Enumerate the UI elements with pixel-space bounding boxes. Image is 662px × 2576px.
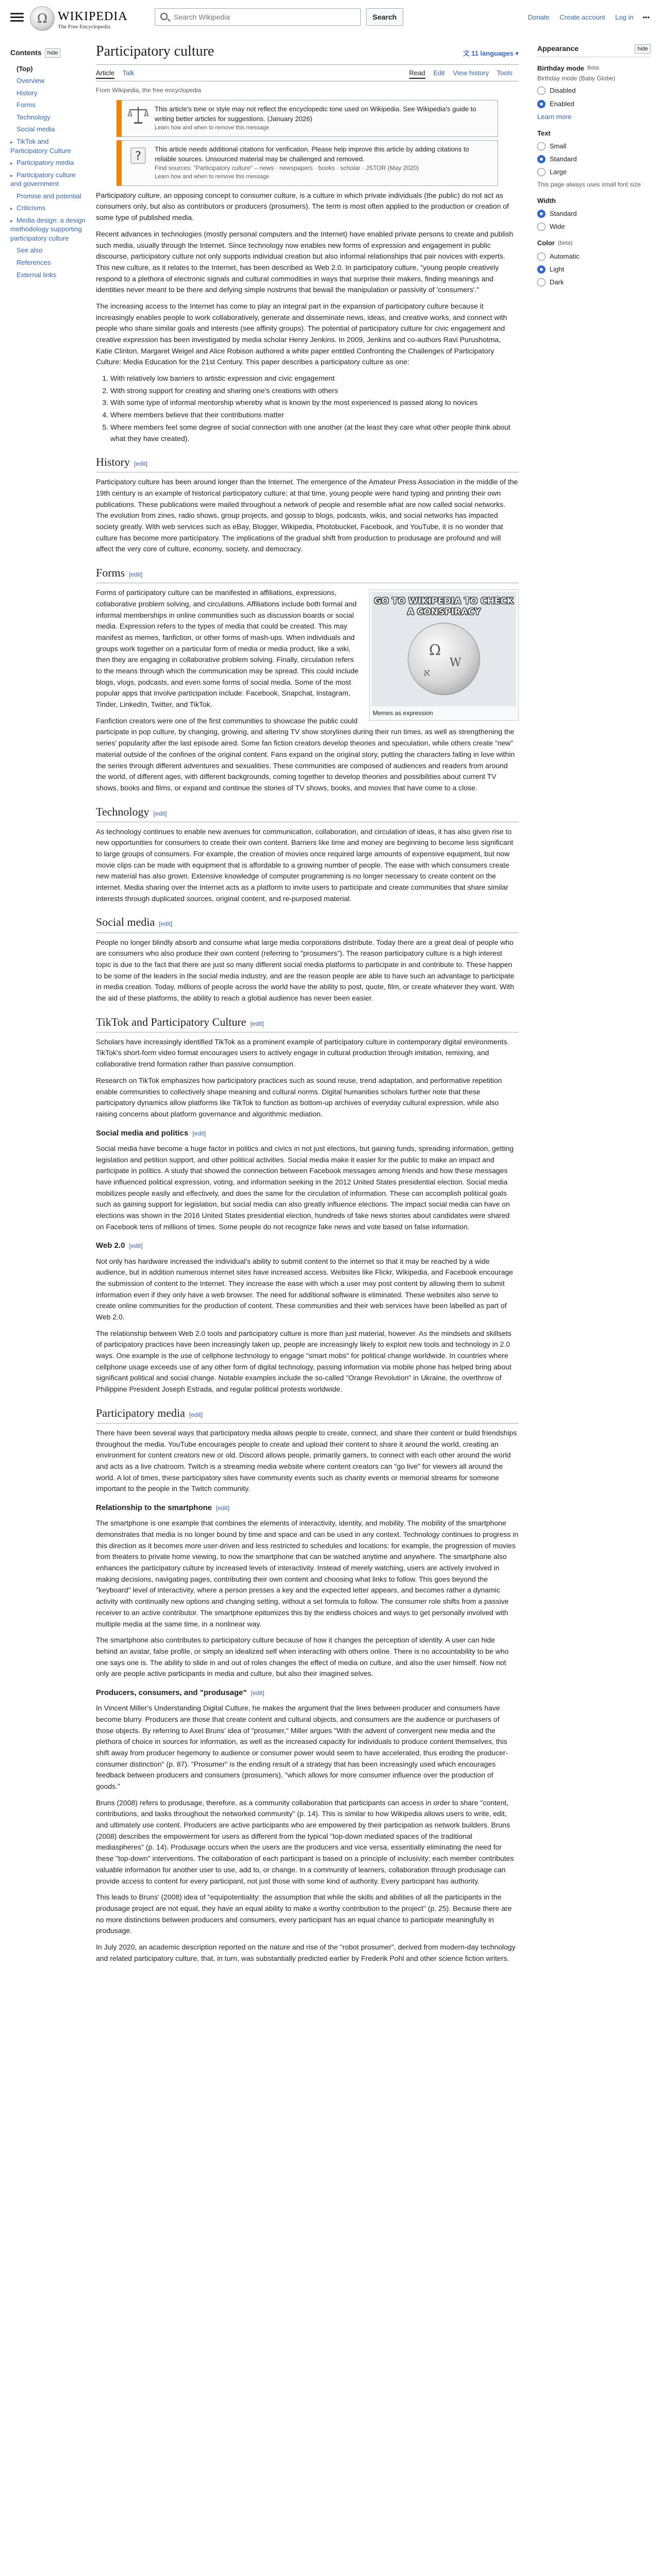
toc-item[interactable] (10, 257, 88, 269)
puzzle-globe-image: Ω W א (408, 623, 480, 695)
toc-toggle-icon[interactable]: ▸ (10, 218, 13, 224)
web20-p1: Not only has hardware increased the individual's ability to submit content to the internet so that it may be reached by a wide audience, but in addition numerous internet sites have increased access. Websites like Flickr, Wikipedia, and Facebook encourage the submission of content to the Internet. They increase the ease with which a user may post content by allowing them to submit information even if they only have a web browser. The need for additional software is eliminated. These websites also serve to create online communities for the production of content. These communities and their web services have been labelled as part of Web 2.0. (96, 1257, 514, 1321)
list-item: 3. With some type of informal mentorship whereby what is known by the most experienced is passed along to novices (110, 397, 519, 409)
toc-item-label: References (16, 258, 51, 266)
heading-technology-text: Technology (96, 805, 150, 818)
participatory-media-p1: There have been several ways that participatory media allows people to create, connect, and share their content or build friendships throughout the media. YouTube encourages people to create and upload their content to share it around the world, creating an environment for content creators new or old. Discord allows people, primarily gamers, to connect with each other around the world and acts as a live chatroom. Twitch is a streaming media website where content creators can "go live" for viewers all around the world. A lot of times, these participatory sites have community events such as charity events or memorial streams for someone important to the people in the Twitch community. (96, 1428, 517, 1493)
tiktok-p1: Scholars have increasingly identified TikTok as a prominent example of participatory culture in contemporary digital environments. TikTok's short-form video format encourages users to actively engage in cultural production through imitation, remixing, and collaborative trend formation rather than passive consumption. (96, 1037, 509, 1069)
main-content (96, 40, 519, 1969)
color-label: Color (537, 239, 555, 247)
radio-button[interactable] (537, 265, 545, 274)
tab-view-history[interactable]: View history (453, 69, 489, 77)
heading-producers-text: Producers, consumers, and "produsage" (96, 1688, 247, 1697)
toc-item-label: Overview (16, 77, 45, 85)
radio-button[interactable] (537, 168, 545, 176)
width-option[interactable] (537, 209, 651, 219)
tab-read[interactable]: Read (409, 69, 425, 79)
birthday-option[interactable] (537, 86, 651, 96)
toc-item[interactable] (10, 269, 88, 281)
radio-button[interactable] (537, 142, 545, 150)
toc-item-label: Social media (16, 125, 55, 133)
list-item: 1. With relatively low barriers to artistic expression and civic engagement (110, 373, 519, 384)
birthday-option-label: Enabled (550, 99, 574, 108)
notice-citations (117, 140, 498, 186)
heading-social-media-text: Social media (96, 916, 155, 929)
radio-button[interactable] (537, 252, 545, 261)
text-option-label: Small (550, 142, 567, 150)
notice-citations-learn[interactable]: Learn how and when to remove this message (155, 173, 269, 180)
text-option[interactable] (537, 154, 651, 164)
notice-citations-find[interactable]: Find sources: "Participatory culture" – news · newspapers · books · scholar · JSTOR (May 2020) (155, 164, 419, 172)
tagline: The Free Encyclopedia (58, 24, 111, 30)
tagline-from: From Wikipedia, the free encyclopedia (96, 86, 202, 94)
heading-forms: Forms [edit] (96, 564, 519, 583)
text-label: Text (537, 129, 551, 137)
question-book-icon (127, 145, 150, 165)
wikipedia-globe-logo[interactable]: Ω (30, 6, 55, 31)
page-title: Participatory culture (96, 43, 214, 59)
notice-tone-text: This article's tone or style may not reflect the encyclopedic tone used on Wikipedia. See Wikipedia's guide to writing better articles for suggestions. (January 2026) (155, 105, 476, 123)
web20-p2: The relationship between Web 2.0 tools and participatory culture is more than just material, however. As the mindsets and skillsets of participatory practices have been increasingly taken up, people are increasingly likely to exploit new tools and technology in 2.0 ways. One example is the use of cellphone technology to engage "smart mobs" for political change worldwide. In countries where cellphone usage exceeds use of any other form of digital technology, passing information via mobile phone has helped bring about significant political and social change. Notable examples include the so-called "Orange Revolution" in Ukraine, the overthrow of Philippine President Joseph Estrada, and regular political protests worldwide. (96, 1329, 512, 1394)
radio-button[interactable] (537, 278, 545, 286)
languages-button[interactable]: 文 11 languages ▾ (462, 49, 519, 57)
toc-item[interactable] (10, 135, 88, 157)
toc-item[interactable] (10, 87, 88, 99)
toc-toggle-icon[interactable]: ▸ (10, 161, 13, 167)
page-tabs (96, 68, 519, 81)
edit-section-link[interactable]: edit (136, 460, 146, 468)
producers-p3: This leads to Bruns' (2008) idea of "equipotentiality: the assumption that while the skills and abilities of all the participants in the produsage project are not equal, they have an equal ability to make a worthy contribution to the project" (p. 25). Because there are no more distinctions between producers and consumers, every participant has an equal chance to participate meaningfully in produsage. (96, 1893, 512, 1935)
toc-item[interactable] (10, 157, 88, 169)
birthday-note: Birthday mode (Baby Globe) (537, 74, 616, 82)
appearance-hide-button[interactable]: hide (635, 44, 651, 54)
table-of-contents (10, 47, 88, 281)
color-option[interactable] (537, 251, 651, 262)
width-option[interactable] (537, 222, 651, 232)
width-option-label: Standard (550, 210, 577, 218)
radio-button[interactable] (537, 223, 545, 231)
more-options-icon[interactable]: ••• (642, 13, 650, 21)
toc-item[interactable] (10, 244, 88, 257)
radio-button[interactable] (537, 100, 545, 108)
toc-item-label: Participatory media (16, 159, 74, 167)
heading-tiktok-text: TikTok and Participatory Culture (96, 1015, 246, 1028)
toc-item[interactable] (10, 169, 88, 190)
edit-section-link[interactable]: edit (130, 1242, 141, 1250)
color-option-label: Automatic (550, 252, 580, 260)
edit-section-link[interactable]: edit (155, 809, 166, 817)
toc-item[interactable] (10, 99, 88, 111)
notice-tone-learn[interactable]: Learn how and when to remove this message (155, 124, 269, 131)
edit-section-link[interactable]: edit (194, 1129, 204, 1137)
svg-text:?: ? (135, 149, 141, 163)
main-menu-icon[interactable] (10, 11, 24, 23)
birthday-learn-more-link[interactable]: Learn more (537, 112, 572, 121)
heading-web20-text: Web 2.0 (96, 1241, 125, 1250)
toc-item-label: See also (16, 246, 43, 255)
smartphone-p1: The smartphone is one example that combines the elements of interactivity, identity, and mobility. The mobility of the smartphone demonstrates that media is no longer bound by time and space and can be used in any context. Technology continues to progress in this direction as it becomes more user-driven and less restricted to schedules and locations: for example, the progression of movies from theaters to private home viewing, to now the smartphone that can be watched anytime and anywhere. The smartphone also enhances the participatory culture by increased levels of interactivity. Instead of merely watching, users are actively involved in making decisions, navigating pages, contributing their own content and choosing what links to follow. This goes beyond the "keyboard" level of interactivity, where a person presses a key and the expected letter appears, and becomes rather a dynamic activity with continually new options and changing setting, without a set formula to follow. The consumer role shifts from a passive receiver to an active contributor. The smartphone epitomizes this by the endless choices and ways to get personally involved with multiple media at the same time, in a nonlinear way. (96, 1519, 519, 1628)
overview-list (96, 373, 519, 444)
toc-hide-button[interactable]: hide (45, 48, 61, 58)
toc-item[interactable] (10, 123, 88, 135)
toc-item[interactable] (10, 202, 88, 214)
heading-tiktok: TikTok and Participatory Culture [edit] (96, 1013, 519, 1032)
languages-label[interactable]: 11 languages (471, 49, 514, 57)
color-option[interactable] (537, 277, 651, 287)
toc-title: Contents (10, 48, 42, 57)
search-input[interactable] (173, 11, 353, 23)
search-box[interactable] (155, 8, 361, 26)
text-option[interactable] (537, 141, 651, 151)
toc-item-label: Technology (16, 113, 51, 121)
toc-item-label: External links (16, 270, 57, 279)
producers-p4: In July 2020, an academic description reported on the nature and rise of the "robot prosumer", derived from modern-day technology and related participatory culture, that, in turn, was substantially predicted earlier by Frederik Pohl and other science fiction writers. (96, 1942, 516, 1962)
notice-citations-text: This article needs additional citations for verification. Please help improve this article by adding citations to reliable sources. Unsourced material may be challenged and removed. (155, 145, 469, 163)
create-account-link[interactable]: Create account (559, 13, 605, 21)
technology-p1: As technology continues to enable new avenues for communication, collaboration, and circulation of ideas, it has also given rise to new opportunities for consumers to create their own content. Barriers like time and money are beginning to become less significant to large groups of consumers. For example, the creation of movies once required large amounts of expensive equipment, but now movie clips can be made with equipment that is affordable to a growing number of people. The ease with which consumers create new material has also grown. Extensive knowledge of computer programming is no longer necessary to create content on the internet. Media sharing over the Internet acts as a platform to invite users to participate and create communities that share similar interests through duplicated sources, original content, and re-purposed material. (96, 827, 514, 903)
forms-p1: Forms of participatory culture can be manifested in affiliations, expressions, collaborative problem solving, and circulations. Affiliations include both formal and informal memberships in online communities such as discussion boards or social media. Expression refers to the types of media that could be created. This may manifest as memes, fanfiction, or other forms of mash-ups. When individuals and groups work together on a particular form of media or media product, like a wiki, then they are engaging in collaborative problem solving. Finally, circulation refers to the means through which the communication may be spread. This could include blogs, vlogs, podcasts, and even some forms of social media. Some of the most popular apps that involve participation include: Facebook, Snapchat, Instagram, Tinder, LinkedIn, Twitter, and TikTok. (96, 588, 359, 709)
scales-icon (127, 105, 150, 125)
search-button[interactable]: Search (366, 8, 403, 26)
politics-p1: Social media have become a huge factor in politics and civics in not just elections, but gaining funds, spreading information, getting legislation and petition support, and other political activities. Social media make it easier for the public to make an impact and participate in politics. A study that showed the connection between Facebook messages among friends and how these messages have influenced political expression, voting, and information seeking in the 2012 United States presidential election. Social media mobilizes people easily and effectively, and does the same for the circulation of information. These can accomplish political goals such as gaining support for legislation, but social media can also greatly influence elections. The impact social media can have on elections was shown in the 2016 United States presidential election, hundreds of fake news stories about candidates were shared on Facebook tens of millions of times. Some people do not recognize fake news and vote based on false information. (96, 1144, 514, 1231)
list-item: 2. With strong support for creating and sharing one's creations with others (110, 385, 519, 397)
width-label: Width (537, 197, 556, 205)
radio-button[interactable] (537, 210, 545, 218)
toc-item-label: Participatory culture and government (10, 171, 76, 188)
color-options (537, 251, 651, 287)
beta-badge: Beta (587, 65, 599, 72)
heading-technology: Technology [edit] (96, 803, 519, 822)
text-size-group (537, 128, 651, 190)
tab-article[interactable]: Article (96, 69, 114, 79)
heading-smartphone-text: Relationship to the smartphone (96, 1503, 212, 1513)
heading-forms-text: Forms (96, 566, 125, 580)
birthday-mode-group (537, 63, 651, 122)
toc-item-label: TikTok and Participatory Culture (10, 137, 71, 155)
heading-politics: Social media and politics [edit] (96, 1128, 206, 1138)
forms-p2: Fanfiction creators were one of the first communities to showcase the public could participate in pop culture, by changing, growing, and altering TV show storylines during their run times, as well as strengthening the series' popularity after the last episode aired. Some fan fiction creators develop theories and speculation, while others create "new" material outside of the confines of the original content. Fans expand on the original story, putting the characters falling in love within the series through different adventures and sexualities. These communities are composed of audiences and readers from around the world, of different ages, with different backgrounds, coming together to develop theories and possibilities about current TV shows, books and films, or expand and continue the stories of TV shows, books, and movies that have come to a close. (96, 716, 515, 792)
color-group (537, 238, 651, 287)
appearance-title: Appearance (537, 44, 579, 53)
meme-top-text: GO TO WIKIPEDIA TO CHECK A CONSPIRACY (374, 596, 514, 617)
list-item: 4. Where members believe that their contributions matter (110, 410, 519, 421)
toc-item[interactable] (10, 63, 88, 75)
figure-caption: Memes as expression (373, 709, 433, 717)
text-option-label: Large (550, 168, 567, 176)
toc-toggle-icon[interactable]: ▸ (10, 139, 13, 145)
lead-paragraph: Participatory culture, an opposing concept to consumer culture, is a culture in which private individuals (the public) do not act as consumers only, but also as contributors or producers (prosumers). The term is most often applied to the production or creation of some type of published media. (96, 191, 509, 222)
smartphone-p2: The smartphone also contributes to participatory culture because of how it changes the perception of identity. A user can hide behind an avatar, false profile, or simply an idealized self when interacting with others online. There is no accountability to be who one says one is. The ability to slide in and out of roles changes the effect of media on culture, and also the user himself. Now not only are people active participants in media and culture, but also their imagined selves. (96, 1636, 509, 1678)
toc-list (10, 63, 88, 281)
text-options (537, 141, 651, 177)
tab-tools[interactable]: Tools (496, 69, 512, 77)
heading-participatory-media-text: Participatory media (96, 1406, 185, 1419)
color-option-label: Light (550, 265, 565, 273)
radio-button[interactable] (537, 155, 545, 163)
site-header (0, 0, 662, 37)
overview-p1: Recent advances in technologies (mostly personal computers and the Internet) have enabled private persons to create and publish such media, usually through the Internet. Since technology now enables new forms of expression and engagement in public discourse, participatory culture not only supports individual creation but also informal relationships that pair novices with experts. This new culture, as it relates to the Internet, has been described as Web 2.0. In participatory culture, "young people creatively respond to a plethora of electronic signals and cultural commodities in ways that surprise their makers, finding meanings and identities never meant to be there and defying simple nostrums that bewail the manipulation or passivity of 'consumers'." (96, 229, 514, 294)
text-option-label: Standard (550, 155, 577, 163)
toc-item[interactable] (10, 111, 88, 124)
meme-image[interactable] (372, 592, 516, 706)
tab-edit[interactable]: Edit (433, 69, 445, 77)
width-options (537, 209, 651, 232)
birthday-option[interactable] (537, 99, 651, 109)
heading-history-text: History (96, 455, 130, 469)
toc-toggle-icon[interactable]: ▸ (10, 173, 13, 179)
toc-item[interactable] (10, 190, 88, 202)
toc-item-label: Promise and potential (16, 192, 81, 200)
toc-item-label: Media design: a design methodology supporting participatory culture (10, 216, 86, 242)
heading-smartphone: Relationship to the smartphone [edit] (96, 1503, 230, 1513)
color-option[interactable] (537, 264, 651, 275)
toc-item-label: Criticisms (16, 204, 46, 212)
heading-history: History [edit] (96, 453, 519, 472)
search-icon (160, 13, 168, 20)
toc-item-label: Forms (16, 101, 36, 109)
meme-figure (369, 589, 519, 721)
list-item: 5. Where members feel some degree of social connection with one another (at the least they care what other people think about what they have created). (110, 422, 519, 444)
width-group (537, 196, 651, 232)
producers-p2: Bruns (2008) refers to produsage, therefore, as a community collaboration that participants can access in order to share "content, contributions, and tasks throughout the networked community" (p. 14). This is similar to how Wikipedia allows users to write, edit, and ultimately use content. Producers are active participants who are empowered by their participation as network builders. Bruns (2008) describes the empowerment for users as different from the typical "top-down mediated spaces of the traditional mediaspheres" (p. 14). Produsage occurs when the users are the producers and vice versa, essentially eliminating the need for these "top-down" interventions. The collaboration of each participant is based on a principle of inclusivity; each member contributes valuable information for another user to use, add to, or change. In a community of learners, collaboration through produsage can provide access to content for every participant, not just those with some kind of authority. Every participant has authority. (96, 1798, 514, 1885)
width-option-label: Wide (550, 223, 565, 231)
birthday-label: Birthday mode (537, 64, 585, 72)
toc-item[interactable] (10, 75, 88, 87)
tiktok-p2: Research on TikTok emphasizes how participatory practices such as sound reuse, trend adaptation, and performative repetition enable communities to collectively shape meaning and cultural norms. Digital humanities scholars further note that these participatory dynamics allow platforms like TikTok to function as bottom-up archives of everyday cultural expression, while also raising concerns about platform governance and algorithmic mediation. (96, 1076, 502, 1118)
radio-button[interactable] (537, 87, 545, 95)
text-option[interactable] (537, 167, 651, 177)
toc-item[interactable] (10, 214, 88, 245)
toc-item-label: History (16, 89, 38, 97)
user-links (520, 12, 650, 23)
edit-section-link[interactable]: edit (191, 1411, 201, 1418)
appearance-panel (537, 43, 651, 290)
donate-link[interactable]: Donate (527, 13, 550, 21)
heading-producers: Producers, consumers, and "produsage" [edit] (96, 1688, 264, 1697)
birthday-option-label: Disabled (550, 87, 576, 95)
edit-section-link[interactable]: edit (130, 571, 141, 579)
notice-tone (117, 100, 498, 137)
edit-section-link[interactable]: edit (252, 1689, 263, 1697)
social-media-p1: People no longer blindly absorb and consume what large media corporations distribute. Today there are a great deal of people who are consumers who also produce their own content (referring to "prosumers"). The reason participatory culture is a high interest topic is due to the fact that there are just so many different social media platforms to participate in and contribute to. These happen to be some of the leaders in the social media industry, and are the reason people are able to have such an advantage to participate in media creation. Today, millions of people across the world have the ability to post, quote, film, or create whatever they want. With the aid of these platforms, the ability to reach a global audience has never been easier. (96, 938, 515, 1003)
edit-section-link[interactable]: edit (160, 920, 171, 928)
wordmark[interactable]: WIKIPEDIA (58, 10, 128, 23)
overview-p2: The increasing access to the Internet has come to play an integral part in the expansion of participatory culture because it increasingly enables people to work collaboratively, generate and disseminate news, ideas, and creative works, and connect with people who share similar goals and interests (see affinity groups). The potential of participatory culture for civic engagement and creative expression has been investigated by media scholar Henry Jenkins. In 2009, Jenkins and co-authors Ravi Purushotma, Katie Clinton, Margaret Weigel and Alice Robison authored a white paper entitled Confronting the Challenges of Participatory Culture: Media Education for the 21st Century. This paper describes a participatory culture as one: (96, 301, 507, 366)
toc-toggle-icon[interactable]: ▸ (10, 206, 13, 212)
heading-participatory-media: Participatory media [edit] (96, 1404, 519, 1423)
beta-badge: (beta) (557, 240, 573, 246)
log-in-link[interactable]: Log in (615, 13, 634, 21)
heading-social-media: Social media [edit] (96, 913, 519, 933)
heading-web20: Web 2.0 [edit] (96, 1241, 143, 1250)
color-option-label: Dark (550, 278, 564, 286)
producers-p1: In Vincent Miller's Understanding Digital Culture, he makes the argument that the lines between producer and consumers have become blurry. Producers are those that create content and cultural objects, and consumers are the audience or purchasers of those objects. By referring to Axel Bruns' idea of "prosumer," Miller argues "With the advent of convergent new media and the plethora of choice in sources for information, as well as the increased capacity for individuals to produce content themselves, this shift away from producer hegemony to audience or consumer power would seem to have accelerated, thus eroding the producer-consumer distinction" (p. 87). "Prosumer" is the ending result of a strategy that has been increasingly used which encourages feedback between producers and consumers (prosumers), "which allows for more consumer influence over the production of goods." (96, 1704, 508, 1791)
text-note: This page always uses small font size (537, 181, 641, 189)
edit-section-link[interactable]: edit (218, 1504, 228, 1512)
birthday-options (537, 86, 651, 109)
toc-item-label: (Top) (16, 64, 33, 73)
heading-politics-text: Social media and politics (96, 1128, 189, 1138)
history-p1: Participatory culture has been around longer than the Internet. The emergence of the Amateur Press Association in the middle of the 19th century is an example of historical participatory culture; at that time, young people were hand typing and printing their own publications. These publications were mailed throughout a network of people and resemble what are now called social networks. The evolution from zines, radio shows, group projects, and gossip to blogs, podcasts, wikis, and social networks has impacted society greatly. With web services such as eBay, Blogger, Wikipedia, Photobucket, Facebook, and YouTube, it is no wonder that culture has become more participatory. The implications of the gradual shift from production to produsage are profound and will affect the very core of culture, economy, society, and democracy. (96, 478, 518, 553)
tab-talk[interactable]: Talk (122, 69, 135, 77)
edit-section-link[interactable]: edit (252, 1020, 262, 1027)
